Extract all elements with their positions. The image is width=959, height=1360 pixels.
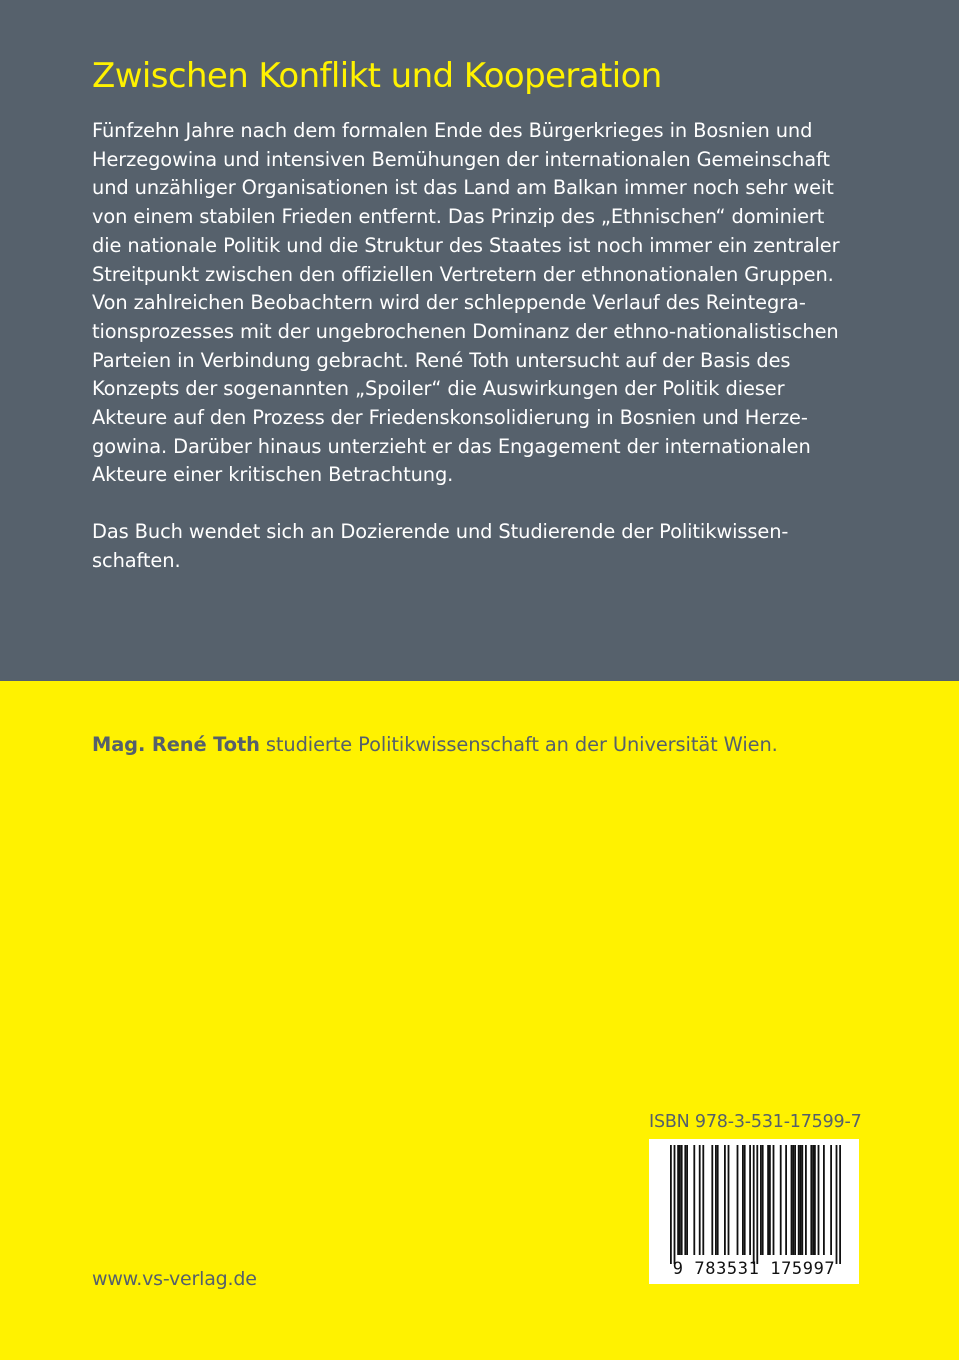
blurb-line: tionsprozesses mit der ungebrochenen Dominanz der ethno-nationalistischen <box>92 319 839 343</box>
barcode-bar <box>836 1145 838 1264</box>
barcode-bar <box>742 1145 744 1255</box>
blurb-line: die nationale Politik und die Struktur des Staates ist noch immer ein zentraler <box>92 233 840 257</box>
barcode-bar <box>670 1145 672 1264</box>
barcode-bar <box>681 1145 683 1255</box>
barcode-bar <box>791 1145 793 1255</box>
barcode-bar <box>830 1145 832 1255</box>
barcode-bar <box>724 1145 726 1255</box>
blurb-line: Parteien in Verbindung gebracht. René Toth untersucht auf der Basis des <box>92 348 791 372</box>
barcode-bar <box>839 1145 841 1264</box>
barcode-bar <box>679 1145 681 1255</box>
barcode-bar <box>693 1145 695 1255</box>
barcode-bar <box>798 1145 800 1255</box>
barcode-bar <box>717 1145 719 1255</box>
barcode-bar <box>760 1145 762 1255</box>
audience-line: schaften. <box>92 548 181 572</box>
barcode-bar <box>686 1145 688 1255</box>
barcode-bar <box>684 1145 686 1255</box>
barcode-bar <box>812 1145 814 1255</box>
barcode-bar <box>728 1145 730 1255</box>
barcode-bar <box>756 1145 758 1264</box>
barcode-bar <box>674 1145 676 1264</box>
barcode-bar <box>801 1145 803 1255</box>
barcode-bar <box>762 1145 764 1255</box>
barcode-bar <box>767 1145 769 1255</box>
barcode-bar <box>769 1145 771 1255</box>
barcode-bar <box>818 1145 820 1255</box>
book-blurb <box>92 117 892 490</box>
blurb-line: von einem stabilen Frieden entfernt. Das Prinzip des „Ethnischen“ dominiert <box>92 205 825 229</box>
barcode-bar <box>744 1145 746 1255</box>
author-bio-text: studierte Politikwissenschaft an der Universität Wien. <box>259 733 778 756</box>
barcode-bar <box>773 1145 775 1255</box>
barcode-digits: 9 783531 175997 <box>672 1259 836 1279</box>
book-title: Zwischen Konflikt und Kooperation <box>92 56 662 96</box>
barcode-bar <box>805 1145 807 1255</box>
blurb-line: Akteure einer kritischen Betrachtung. <box>92 463 454 487</box>
barcode-bar <box>715 1145 717 1255</box>
author-name: Mag. René Toth <box>92 733 260 756</box>
barcode-bar <box>699 1145 701 1255</box>
audience-line: Das Buch wendet sich an Dozierende und Studierende der Politikwissen- <box>92 520 789 543</box>
barcode-bar <box>800 1145 802 1255</box>
barcode-bar <box>780 1145 782 1255</box>
isbn-label: ISBN 978-3-531-17599-7 <box>649 1112 862 1132</box>
barcode-bar <box>711 1145 713 1255</box>
barcode-bar <box>823 1145 825 1255</box>
barcode-bar <box>810 1145 812 1255</box>
blurb-line: Herzegowina und intensiven Bemühungen der internationalen Gemeinschaft <box>92 147 830 171</box>
blurb-line: Konzepts der sogenannten „Spoiler“ die Auswirkungen der Politik dieser <box>92 377 785 401</box>
blurb-line: und unzähliger Organisationen ist das Land am Balkan immer noch sehr weit <box>92 176 834 200</box>
barcode-bar <box>702 1145 704 1255</box>
blurb-line: Streitpunkt zwischen den offiziellen Vertretern der ethnonationalen Gruppen. <box>92 262 834 286</box>
target-audience <box>92 518 892 575</box>
blurb-line: Akteure auf den Prozess der Friedenskonsolidierung in Bosnien und Herze- <box>92 406 808 430</box>
author-bio <box>92 731 778 759</box>
blurb-line: Von zahlreichen Beobachtern wird der schleppende Verlauf des Reintegra- <box>92 291 806 315</box>
publisher-website[interactable]: www.vs-verlag.de <box>92 1268 257 1290</box>
blurb-line: Fünfzehn Jahre nach dem formalen Ende des Bürgerkrieges in Bosnien und <box>92 119 813 142</box>
barcode-bar <box>749 1145 751 1255</box>
barcode-bar <box>814 1145 816 1255</box>
barcode-bar <box>677 1145 679 1255</box>
barcode-bar <box>753 1145 755 1264</box>
barcode-bar <box>737 1145 739 1255</box>
barcode <box>649 1139 859 1284</box>
barcode-bar <box>785 1145 787 1255</box>
blurb-line: gowina. Darüber hinaus unterzieht er das Engagement der internationalen <box>92 434 811 458</box>
barcode-bar <box>792 1145 794 1255</box>
barcode-bar <box>794 1145 796 1255</box>
